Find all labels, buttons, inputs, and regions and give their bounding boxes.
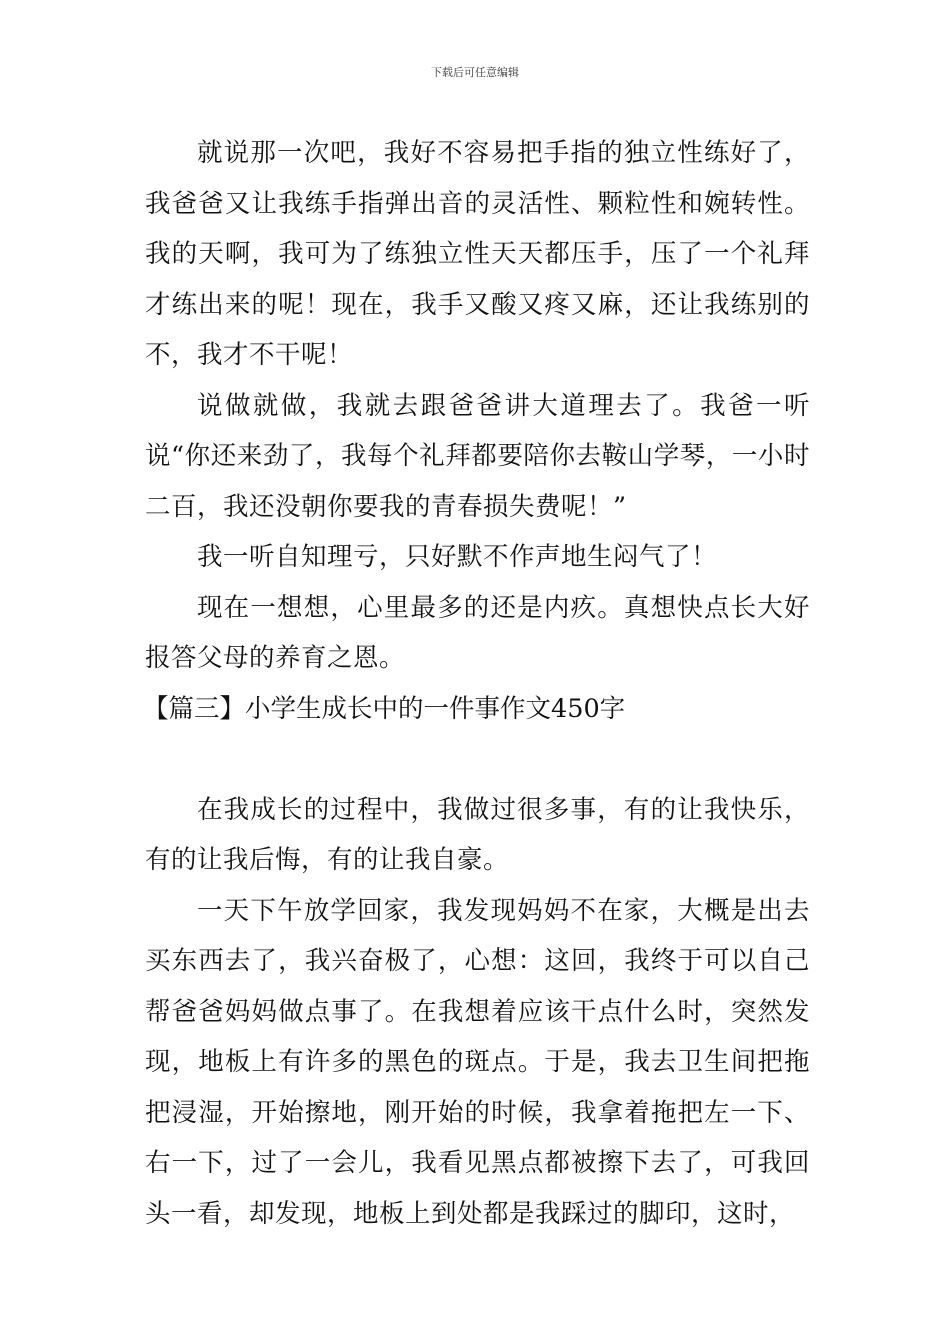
section-title: 【篇三】小学生成长中的一件事作文450字 (143, 693, 626, 724)
document-body (145, 128, 810, 1239)
paragraph: 在我成长的过程中，我做过很多事，有的让我快乐，有的让我后悔，有的让我自豪。 (145, 794, 810, 875)
blank-line (145, 734, 810, 785)
paragraph: 现在一想想，心里最多的还是内疚。真想快点长大好报答父母的养育之恩。 (145, 592, 810, 673)
page-header-note: 下载后可任意编辑 (431, 66, 519, 79)
paragraph: 一天下午放学回家，我发现妈妈不在家，大概是出去买东西去了，我兴奋极了，心想：这回，我终于可以自己帮爸爸妈妈做点事了。在我想着应该干点什么时，突然发现，地板上有许多的黑色的斑点。于是，我去卫生间把拖把浸湿，开始擦地，刚开始的时候，我拿着拖把左一下、右一下，过了一会儿，我看见黑点都被擦下去了，可我回头一看，却发现，地板上到处都是我踩过的脚印，这时， (145, 895, 810, 1229)
paragraph: 说做就做，我就去跟爸爸讲大道理去了。我爸一听说“你还来劲了，我每个礼拜都要陪你去鞍山学琴，一小时二百，我还没朝你要我的青春损失费呢！” (145, 390, 810, 522)
paragraph: 就说那一次吧，我好不容易把手指的独立性练好了，我爸爸又让我练手指弹出音的灵活性、颗粒性和婉转性。我的天啊，我可为了练独立性天天都压手，压了一个礼拜才练出来的呢！现在，我手又酸又疼又麻，还让我练别的不，我才不干呢！ (145, 138, 810, 370)
paragraph: 我一听自知理亏，只好默不作声地生闷气了！ (197, 542, 718, 572)
